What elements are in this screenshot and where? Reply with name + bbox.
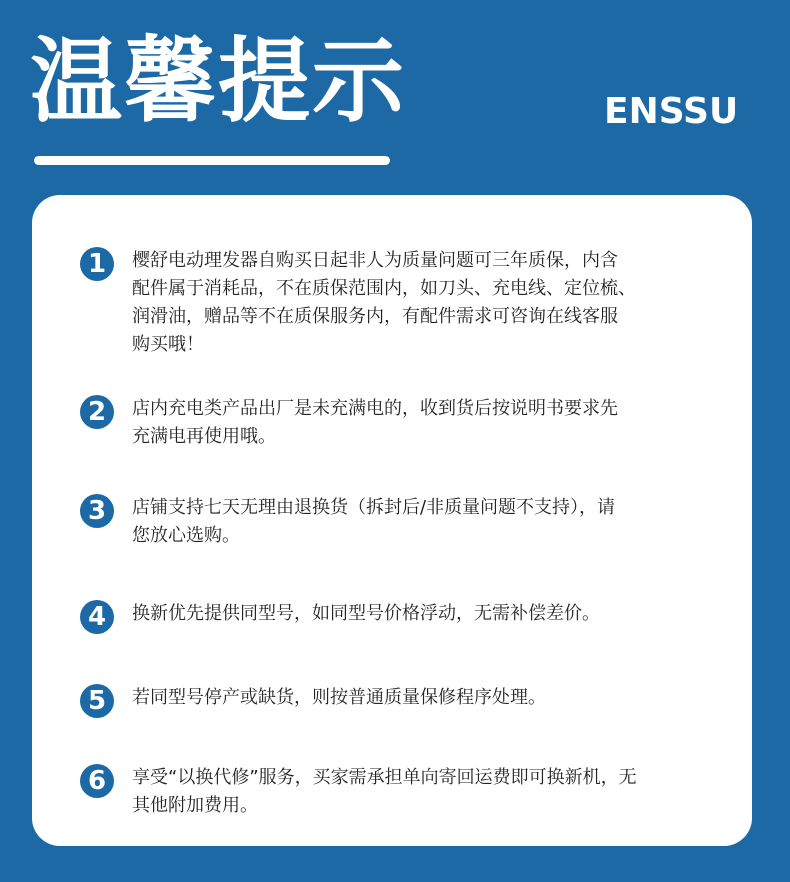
number-badge: 6 — [80, 764, 114, 798]
notice-text: 若同型号停产或缺货，则按普通质量保修程序处理。 — [132, 687, 546, 708]
notice-text: 樱舒电动理发器自购买日起非人为质量问题可三年质保，内含 配件属于消耗品，不在质保范围内，如刀头、充电线、定位梳、 润滑油，赠品等不在质保服务内，有配件需求可咨询在线客服 购买哦！ — [132, 250, 636, 355]
notice-text: 换新优先提供同型号，如同型号价格浮动，无需补偿差价。 — [132, 603, 600, 624]
page-title: 温馨提示 — [30, 28, 407, 135]
number-badge: 1 — [80, 247, 114, 281]
notice-text: 店内充电类产品出厂是未充满电的，收到货后按说明书要求先 充满电再使用哦。 — [132, 398, 618, 447]
number-badge: 3 — [80, 494, 114, 528]
notice-text: 店铺支持七天无理由退换货（拆封后/非质量问题不支持），请 您放心选购。 — [132, 497, 616, 546]
brand-logo: ENSSU — [604, 91, 739, 132]
title-underline — [34, 156, 390, 165]
notice-text: 享受“以换代修”服务，买家需承担单向寄回运费即可换新机，无 其他附加费用。 — [132, 767, 637, 816]
notice-card — [32, 195, 752, 846]
number-badge: 2 — [80, 395, 114, 429]
number-badge: 4 — [80, 600, 114, 634]
number-badge: 5 — [80, 684, 114, 718]
